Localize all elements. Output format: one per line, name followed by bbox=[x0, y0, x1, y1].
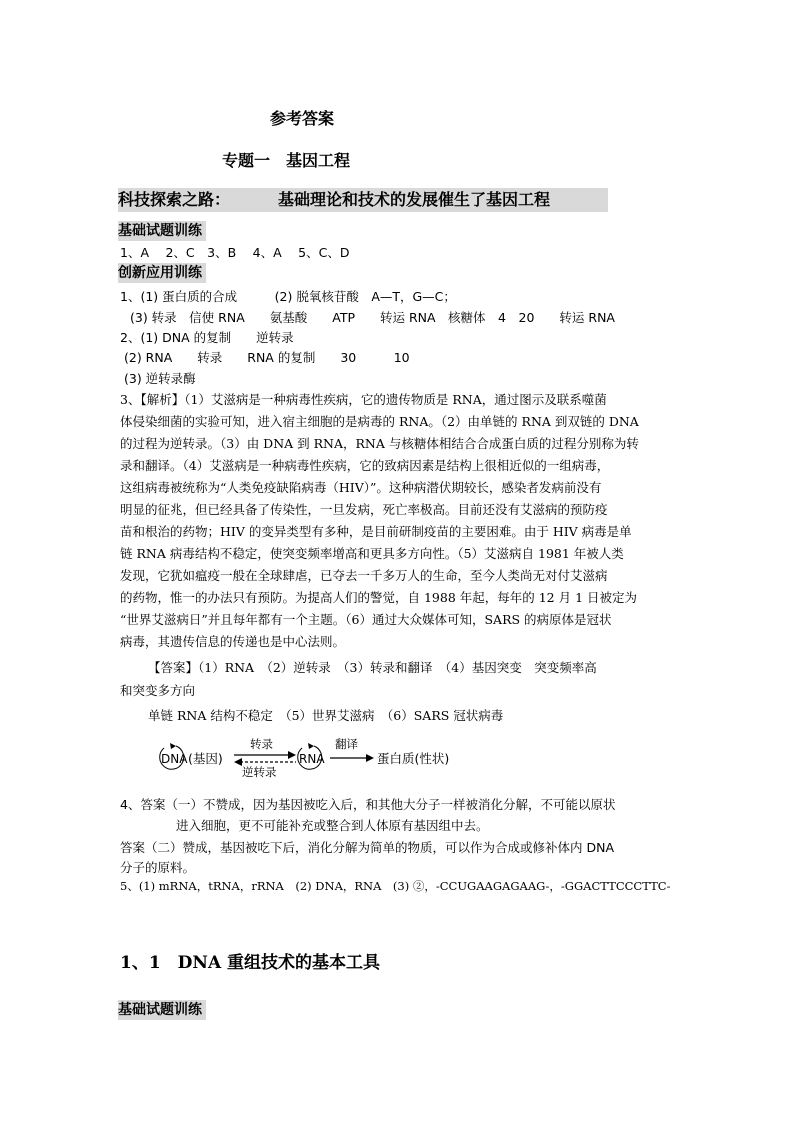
q1-line1: 1、(1) 蛋白质的合成 (2) 脱氧核苷酸 A—T，G—C； bbox=[120, 289, 456, 304]
q4-line2: 进入细胞，更不可能补充或整合到人体原有基因组中去。 bbox=[176, 818, 489, 833]
q3-answer-line3: 单链 RNA 结构不稳定 （5）世界艾滋病 （6）SARS 冠状病毒 bbox=[148, 708, 504, 723]
topic-title: 专题一 基因工程 bbox=[222, 151, 351, 170]
rna-loop-arrowhead bbox=[308, 743, 314, 749]
q3-line-11: “世界艾滋病日”并且每年都有一个主题。（6）通过大众媒体可知，SARS 的病原体是冠状 bbox=[120, 612, 612, 627]
q3-answer-line1: 【答案】（1）RNA （2）逆转录 （3）转录和翻译 （4）基因突变 突变频率高 bbox=[148, 660, 597, 675]
section2-heading: 1、1 DNA 重组技术的基本工具 bbox=[120, 953, 381, 973]
diagram-dna-label: DNA bbox=[161, 752, 188, 766]
section-heading-left: 科技探索之路： bbox=[118, 190, 231, 209]
diagram-rna-label: RNA bbox=[299, 752, 325, 766]
q4-line1: 4、答案（一）不赞成，因为基因被吃入后，和其他大分子一样被消化分解，不可能以原状 bbox=[120, 797, 616, 812]
q3-line-8: 链 RNA 病毒结构不稳定，使突变频率增高和更具多方向性。（5）艾滋病自 1981 年被人类 bbox=[120, 546, 624, 561]
q3-line-9: 发现，它犹如瘟疫一般在全球肆虐，已夺去一千多万人的生命，至今人类尚无对付艾滋病 bbox=[120, 568, 608, 583]
q3-line-1: 3、【解析】（1）艾滋病是一种病毒性疾病，它的遗传物质是 RNA，通过图示及联系噬菌 bbox=[120, 392, 607, 407]
q4-line4: 分子的原料。 bbox=[120, 860, 196, 875]
q3-line-7: 苗和根治的药物；HIV 的变异类型有多种，是目前研制疫苗的主要困难。由于 HIV 病毒是单 bbox=[120, 524, 632, 539]
innovation-training-label: 创新应用训练 bbox=[118, 263, 206, 283]
basic-training-label: 基础试题训练 bbox=[118, 221, 206, 241]
q2-line3: (3) 逆转录酶 bbox=[124, 371, 196, 386]
q3-line-3: 的过程为逆转录。（3）由 DNA 到 RNA，RNA 与核糖体相结合合成蛋白质的过程分别称为转 bbox=[120, 436, 639, 451]
q1-line2: (3) 转录 信使 RNA 氨基酸 ATP 转运 RNA 核糖体 4 20 转运 RNA bbox=[130, 310, 615, 325]
section-heading-right: 基础理论和技术的发展催生了基因工程 bbox=[278, 190, 551, 209]
q4-line3: 答案（二）赞成，基因被吃下后，消化分解为简单的物质，可以作为合成或修补体内 DNA bbox=[120, 840, 615, 855]
diagram-translation-label: 翻译 bbox=[335, 737, 358, 751]
transcription-arrowhead bbox=[288, 751, 296, 759]
q3-answer-line2: 和突变多方向 bbox=[120, 683, 196, 698]
diagram-transcription-label: 转录 bbox=[250, 737, 273, 751]
answers-title: 参考答案 bbox=[270, 109, 335, 128]
q3-line-4: 录和翻译。（4）艾滋病是一种病毒性疾病，它的致病因素是结构上很相近似的一组病毒， bbox=[120, 458, 610, 473]
diagram-protein-label: 蛋白质(性状) bbox=[377, 751, 450, 766]
q5-line: 5、(1) mRNA，tRNA，rRNA (2) DNA，RNA (3) ②，-CCUGAAGAGAAG-，-GGACTTCCCTTC- bbox=[120, 879, 671, 893]
diagram-gene-label: (基因) bbox=[188, 751, 223, 766]
translation-arrowhead bbox=[366, 754, 374, 762]
q3-line-10: 的药物，惟一的办法只有预防。为提高人们的警觉，自 1988 年起，每年的 12 月 1 日被定为 bbox=[120, 590, 638, 605]
section2-basic-training-label: 基础试题训练 bbox=[118, 1000, 206, 1020]
central-dogma-diagram bbox=[150, 734, 480, 784]
q3-line-2: 体侵染细菌的实验可知，进入宿主细胞的是病毒的 RNA。（2）由单链的 RNA 到双链的 DNA bbox=[120, 414, 639, 429]
dna-loop-arrowhead bbox=[170, 743, 176, 749]
section-heading bbox=[118, 188, 608, 212]
q3-line-12: 病毒，其遗传信息的传递也是中心法则。 bbox=[120, 634, 346, 649]
reverse-transcription-arrowhead bbox=[234, 758, 242, 766]
q2-line1: 2、(1) DNA 的复制 逆转录 bbox=[120, 330, 294, 345]
q3-line-5: 这组病毒被统称为“人类免疫缺陷病毒（HIV）”。这种病潜伏期较长，感染者发病前没有 bbox=[120, 480, 602, 495]
q2-line2: (2) RNA 转录 RNA 的复制 30 10 bbox=[124, 350, 410, 365]
diagram-reverse-transcription-label: 逆转录 bbox=[242, 765, 277, 779]
basic-answers: 1、A 2、C 3、B 4、A 5、C、D bbox=[120, 245, 350, 260]
q3-line-6: 明显的征兆，但已经具备了传染性，一旦发病，死亡率极高。目前还没有艾滋病的预防疫 bbox=[120, 502, 608, 517]
